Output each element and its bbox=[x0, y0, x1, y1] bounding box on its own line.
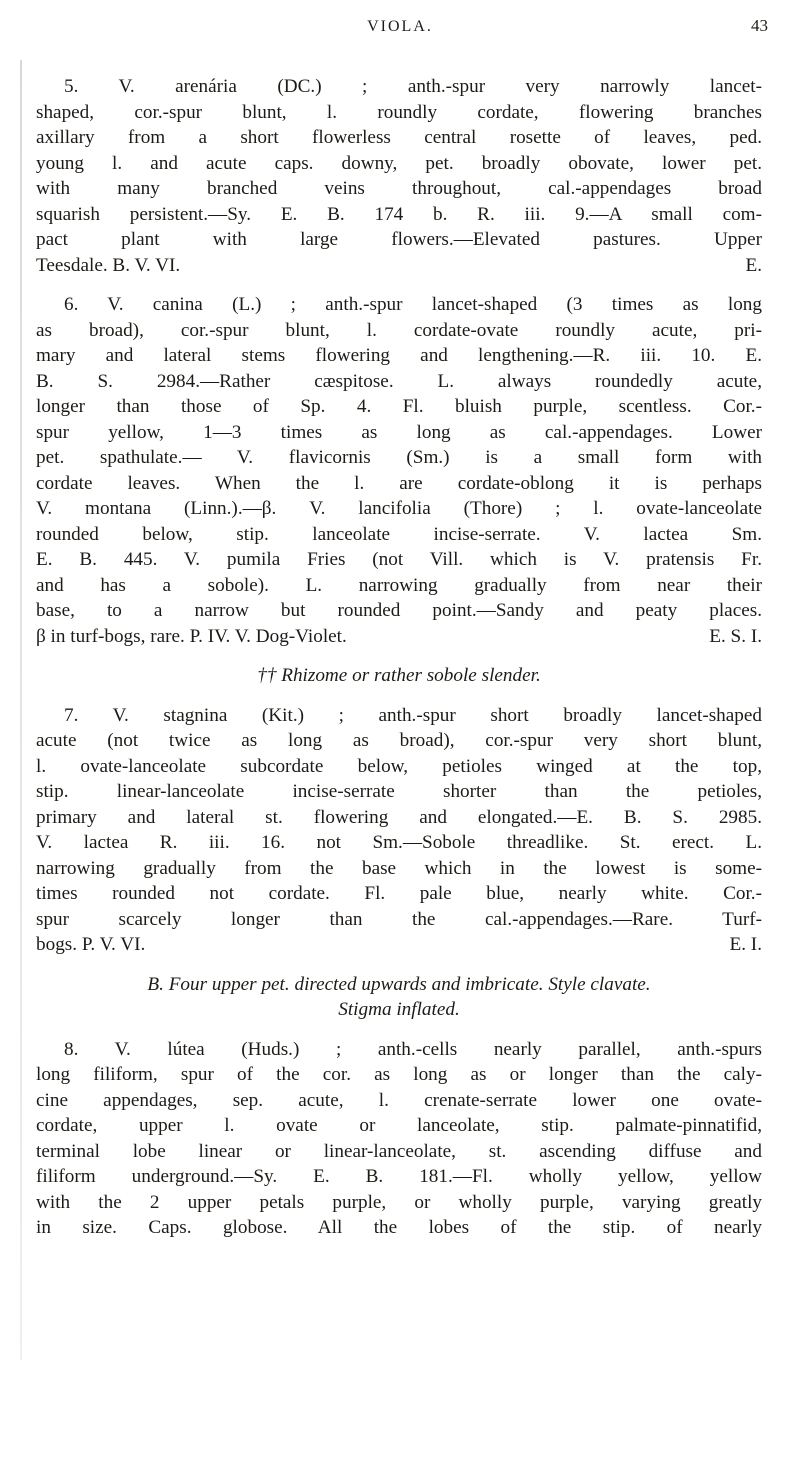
text-line-with-region bbox=[36, 624, 762, 650]
text-line: longer than those of Sp. 4. Fl. bluish purple, scentless. Cor.- bbox=[36, 396, 762, 417]
page-number: 43 bbox=[751, 16, 768, 35]
text-line: bogs. P. V. VI. bbox=[36, 934, 146, 955]
text-line: 7. V. stagnina (Kit.) ; anth.-spur short broadly lancet-shaped bbox=[64, 704, 762, 726]
region-code: E. bbox=[745, 254, 762, 276]
text-line: pact plant with large flowers.—Elevated pastures. Upper bbox=[36, 229, 762, 250]
subsection-heading: B. Four upper pet. directed upwards and imbricate. Style clavate. bbox=[147, 973, 651, 995]
region-code: E. I. bbox=[729, 934, 762, 955]
text-line: 6. V. canina (L.) ; anth.-spur lancet-shaped (3 times as long bbox=[64, 294, 762, 315]
text-line: terminal lobe linear or linear-lanceolate, st. ascending diffuse and bbox=[36, 1140, 762, 1162]
text-line: and has a sobole). L. narrowing gradually from near their bbox=[36, 574, 762, 596]
text-line: rounded below, stip. lanceolate incise-serrate. V. lactea Sm. bbox=[36, 523, 762, 545]
text-line: cordate leaves. When the l. are cordate-oblong it is perhaps bbox=[36, 472, 762, 494]
text-line: times rounded not cordate. Fl. pale blue, nearly white. Cor.- bbox=[36, 883, 762, 904]
text-line: Teesdale. B. V. VI. bbox=[36, 254, 181, 276]
text-line: shaped, cor.-spur blunt, l. roundly cordate, flowering branches bbox=[36, 101, 762, 123]
text-line: spur yellow, 1—3 times as long as cal.-appendages. Lower bbox=[36, 421, 762, 443]
text-line: E. B. 445. V. pumila Fries (not Vill. which is V. pratensis Fr. bbox=[36, 549, 762, 570]
text-line: stip. linear-lanceolate incise-serrate shorter than the petioles, bbox=[36, 781, 762, 802]
text-line: spur scarcely longer than the cal.-appendages.—Rare. Turf- bbox=[36, 908, 762, 930]
text-line: 8. V. lútea (Huds.) ; anth.-cells nearly parallel, anth.-spurs bbox=[64, 1038, 762, 1060]
text-line: with many branched veins throughout, cal.-appendages broad bbox=[36, 178, 762, 199]
text-line: V. lactea R. iii. 16. not Sm.—Sobole threadlike. St. erect. L. bbox=[36, 832, 762, 853]
text-line: squarish persistent.—Sy. E. B. 174 b. R. iii. 9.—A small com- bbox=[36, 203, 762, 225]
region-code: E. S. I. bbox=[709, 625, 762, 647]
section-heading: †† Rhizome or rather sobole slender. bbox=[257, 665, 541, 686]
text-line: B. S. 2984.—Rather cæspitose. L. always roundedly acute, bbox=[36, 370, 762, 392]
text-line: cine appendages, sep. acute, l. crenate-serrate lower one ovate- bbox=[36, 1089, 762, 1111]
page-edge-shadow bbox=[20, 60, 22, 1360]
text-line: 5. V. arenária (DC.) ; anth.-spur very narrowly lancet- bbox=[64, 76, 762, 97]
text-line: cordate, upper l. ovate or lanceolate, stip. palmate-pinnatifid, bbox=[36, 1115, 762, 1136]
text-line: with the 2 upper petals purple, or wholly purple, varying greatly bbox=[36, 1191, 762, 1213]
text-line: narrowing gradually from the base which in the lowest is some- bbox=[36, 857, 762, 879]
text-line: in size. Caps. globose. All the lobes of the stip. of nearly bbox=[36, 1217, 762, 1238]
text-line-with-region bbox=[36, 253, 762, 279]
text-line: axillary from a short flowerless central rosette of leaves, ped. bbox=[36, 127, 762, 148]
text-line: as broad), cor.-spur blunt, l. cordate-ovate roundly acute, pri- bbox=[36, 319, 762, 341]
text-line: base, to a narrow but rounded point.—Sandy and peaty places. bbox=[36, 600, 762, 621]
text-line: primary and lateral st. flowering and elongated.—E. B. S. 2985. bbox=[36, 806, 762, 828]
body-text bbox=[36, 74, 762, 1241]
text-line: long filiform, spur of the cor. as long as or longer than the caly- bbox=[36, 1064, 762, 1085]
text-line: filiform underground.—Sy. E. B. 181.—Fl. wholly yellow, yellow bbox=[36, 1166, 762, 1187]
text-line: l. ovate-lanceolate subcordate below, petioles winged at the top, bbox=[36, 755, 762, 777]
text-line: pet. spathulate.— V. flavicornis (Sm.) is a small form with bbox=[36, 447, 762, 468]
running-title: VIOLA. bbox=[367, 18, 433, 35]
text-line: β in turf-bogs, rare. P. IV. V. Dog-Violet. bbox=[36, 625, 347, 647]
text-line: acute (not twice as long as broad), cor.-spur very short blunt, bbox=[36, 730, 762, 751]
text-line: V. montana (Linn.).—β. V. lancifolia (Thore) ; l. ovate-lanceolate bbox=[36, 498, 762, 519]
subsection-heading-cont: Stigma inflated. bbox=[338, 999, 460, 1020]
text-line: mary and lateral stems flowering and lengthening.—R. iii. 10. E. bbox=[36, 345, 762, 366]
text-line: young l. and acute caps. downy, pet. broadly obovate, lower pet. bbox=[36, 152, 762, 174]
text-line-with-region bbox=[36, 932, 762, 958]
